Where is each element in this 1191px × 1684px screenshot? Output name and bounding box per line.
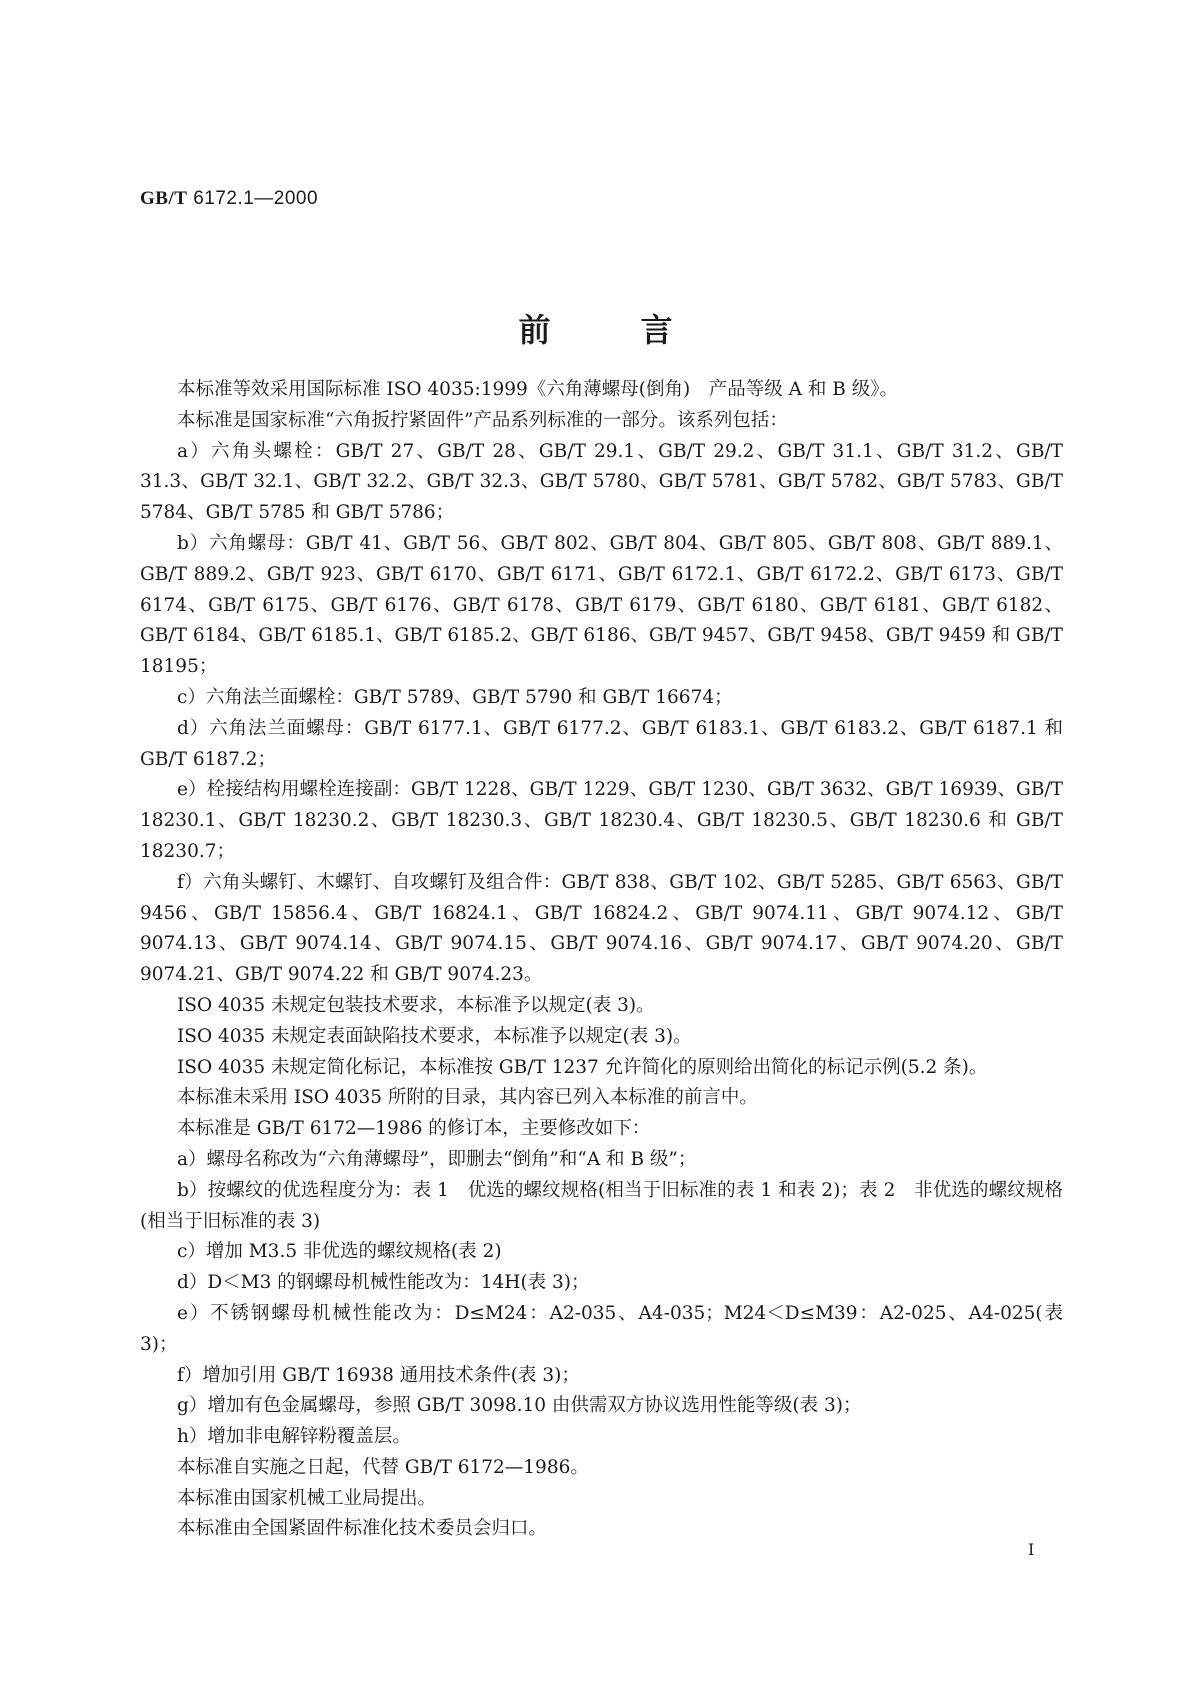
- paragraph: 本标准等效采用国际标准 ISO 4035:1999《六角薄螺母(倒角) 产品等级 A 和 B 级》。: [177, 379, 898, 400]
- list-item: c）六角法兰面螺栓：GB/T 5789、GB/T 5790 和 GB/T 16674；: [177, 686, 733, 708]
- paragraph: 本标准由国家机械工业局提出。: [177, 1487, 437, 1509]
- list-item: b）按螺纹的优选程度分为：表 1 优选的螺纹规格(相当于旧标准的表 1 和表 2)；表 2 非优选的螺纹规格(相当于旧标准的表 3): [140, 1179, 1063, 1232]
- foreword-body: [140, 375, 1063, 1545]
- list-item: a）螺母名称改为“六角薄螺母”，即删去“倒角”和“A 和 B 级”；: [177, 1148, 697, 1170]
- paragraph: 本标准是国家标准“六角扳拧紧固件”产品系列标准的一部分。该系列包括：: [177, 409, 788, 431]
- standard-number: [140, 188, 318, 210]
- paragraph: 本标准由全国紧固件标准化技术委员会归口。: [177, 1518, 548, 1540]
- list-item: d）六角法兰面螺母：GB/T 6177.1、GB/T 6177.2、GB/T 6183.1、GB/T 6183.2、GB/T 6187.1 和 GB/T 6187.2；: [140, 717, 1063, 770]
- paragraph: ISO 4035 未规定包装技术要求，本标准予以规定(表 3)。: [177, 994, 655, 1016]
- list-item: e）栓接结构用螺栓连接副：GB/T 1228、GB/T 1229、GB/T 1230、GB/T 3632、GB/T 16939、GB/T 18230.1、GB/T 18230.2、GB/T 18230.3、GB/T 18230.4、GB/T 18230.5、GB/T 18230.6 和 GB/T 18230.7；: [140, 779, 1063, 862]
- standard-code: 6172.1—2000: [193, 188, 319, 209]
- paragraph: ISO 4035 未规定简化标记，本标准按 GB/T 1237 允许简化的原则给出简化的标记示例(5.2 条)。: [177, 1056, 988, 1078]
- paragraph: 本标准是 GB/T 6172—1986 的修订本，主要修改如下：: [177, 1118, 651, 1140]
- list-item: d）D＜M3 的钢螺母机械性能改为：14H(表 3)；: [177, 1272, 590, 1294]
- list-item: h）增加非电解锌粉覆盖层。: [177, 1426, 411, 1448]
- page-number: I: [1028, 1540, 1035, 1559]
- list-item: c）增加 M3.5 非优选的螺纹规格(表 2): [177, 1241, 502, 1263]
- list-item: a）六角头螺栓：GB/T 27、GB/T 28、GB/T 29.1、GB/T 29.2、GB/T 31.1、GB/T 31.2、GB/T 31.3、GB/T 32.1、GB/T 32.2、GB/T 32.3、GB/T 5780、GB/T 5781、GB/T 5782、GB/T 5783、GB/T 5784、GB/T 5785 和 GB/T 5786；: [140, 440, 1063, 524]
- paragraph: 本标准自实施之日起，代替 GB/T 6172—1986。: [177, 1456, 589, 1478]
- list-item: b）六角螺母：GB/T 41、GB/T 56、GB/T 802、GB/T 804、GB/T 805、GB/T 808、GB/T 889.1、GB/T 889.2、GB/T 923、GB/T 6170、GB/T 6171、GB/T 6172.1、GB/T 6172.2、GB/T 6173、GB/T 6174、GB/T 6175、GB/T 6176、GB/T 6178、GB/T 6179、GB/T 6180、GB/T 6181、GB/T 6182、GB/T 6184、GB/T 6185.1、GB/T 6185.2、GB/T 6186、GB/T 9457、GB/T 9458、GB/T 9459 和 GB/T 18195；: [140, 532, 1063, 678]
- list-item: f）增加引用 GB/T 16938 通用技术条件(表 3)；: [177, 1364, 580, 1386]
- list-item: f）六角头螺钉、木螺钉、自攻螺钉及组合件：GB/T 838、GB/T 102、GB/T 5285、GB/T 6563、GB/T 9456、GB/T 15856.4、GB/T 16824.1、GB/T 16824.2、GB/T 9074.11、GB/T 9074.12、GB/T 9074.13、GB/T 9074.14、GB/T 9074.15、GB/T 9074.16、GB/T 9074.17、GB/T 9074.20、GB/T 9074.21、GB/T 9074.22 和 GB/T 9074.23。: [140, 871, 1063, 986]
- paragraph: 本标准未采用 ISO 4035 所附的目录，其内容已列入本标准的前言中。: [177, 1087, 758, 1109]
- paragraph: ISO 4035 未规定表面缺陷技术要求，本标准予以规定(表 3)。: [177, 1025, 692, 1047]
- page-title: 前言: [518, 311, 763, 349]
- list-item: e）不锈钢螺母机械性能改为：D≤M24：A2-035、A4-035；M24＜D≤M39：A2-025、A4-025(表 3)；: [140, 1302, 1063, 1355]
- list-item: g）增加有色金属螺母，参照 GB/T 3098.10 由供需双方协议选用性能等级(表 3)；: [177, 1395, 862, 1417]
- standard-prefix: GB/T: [140, 188, 188, 209]
